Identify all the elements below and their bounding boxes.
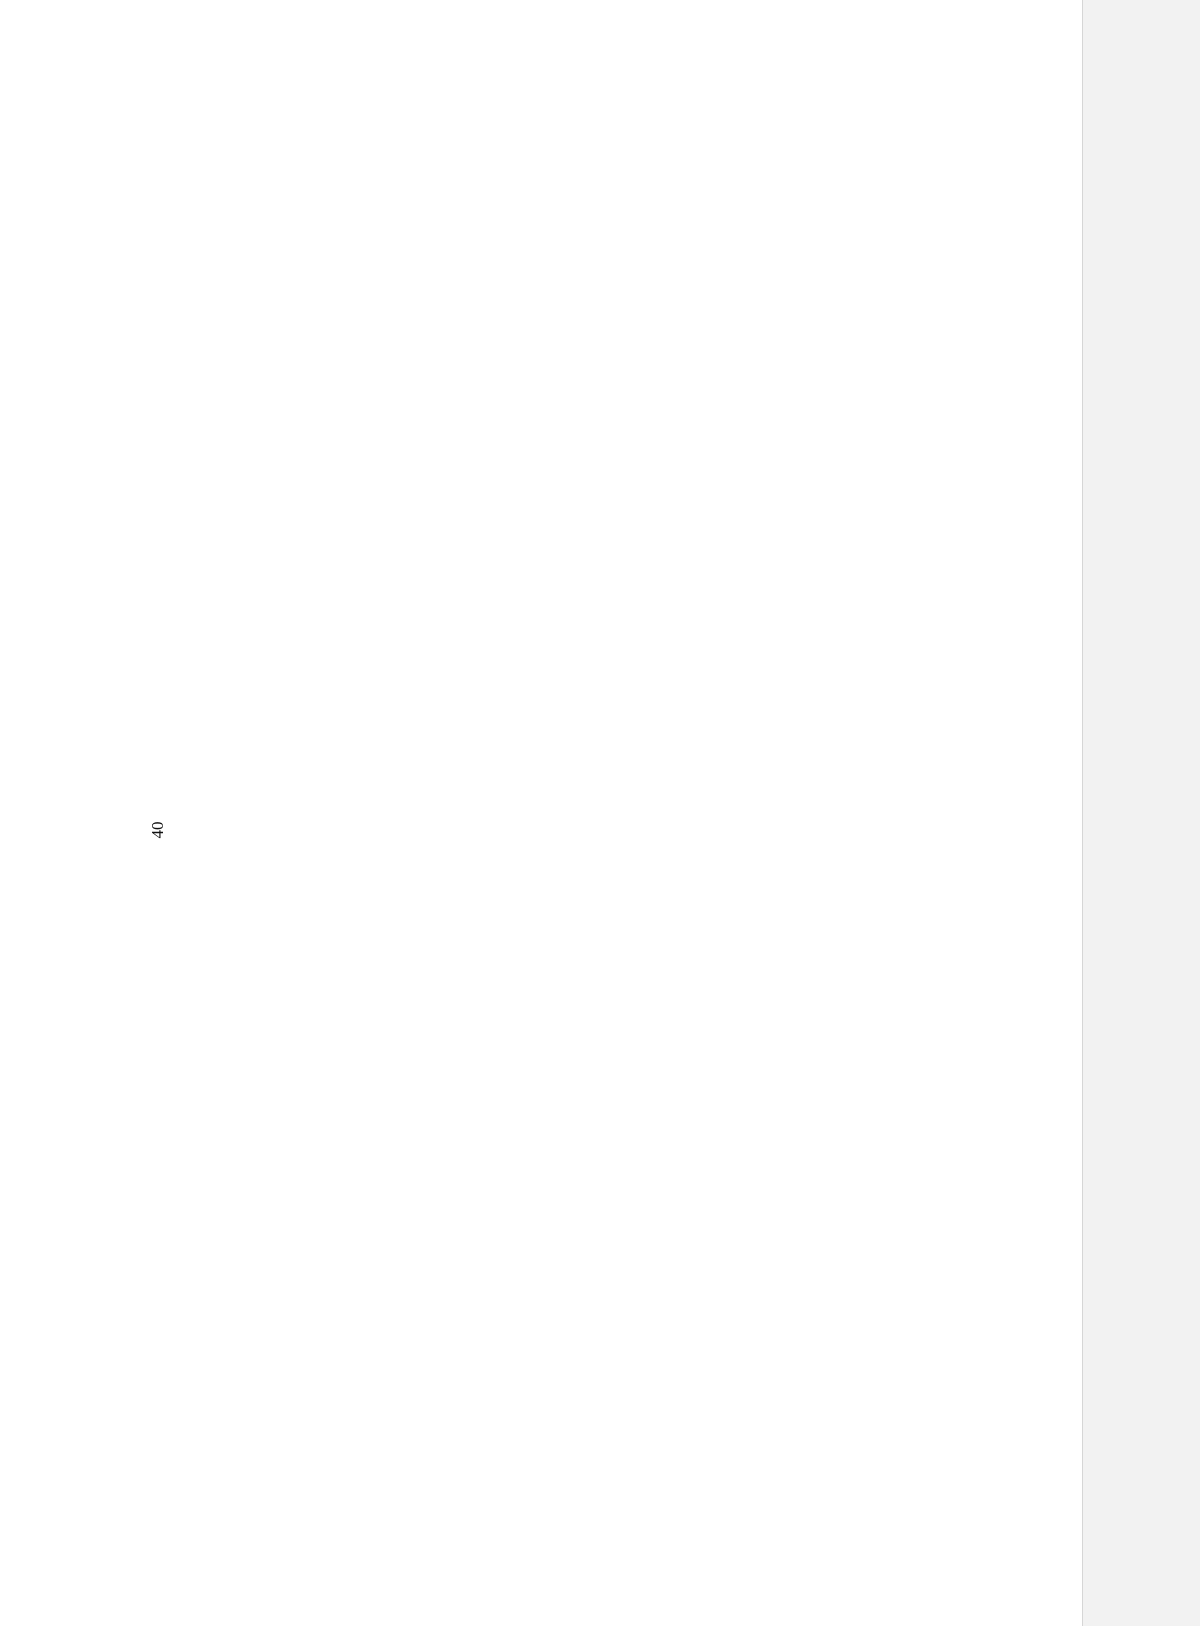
page-number: 40	[148, 821, 167, 839]
scan-margin-shade	[1082, 0, 1200, 1626]
